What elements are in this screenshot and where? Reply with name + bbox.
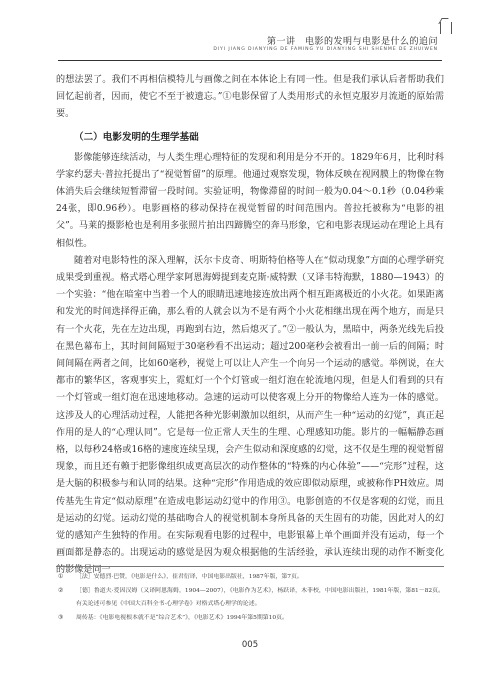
chapter-pinyin: DIYI JIANG DIANYING DE FAMING YU DIANYING SHI SHENME DE ZHUIWEN <box>213 47 438 52</box>
footnote <box>56 585 444 611</box>
header-rule <box>58 60 442 61</box>
paragraph: 的想法罢了。我们不再相信模特儿与画像之间在本体论上有同一性。但是我们承认后者帮助我们回忆起前者，因而，使它不至于被遗忘。”①电影保留了人类用形式的永恒克服岁月流逝的原始需要。 <box>56 75 444 120</box>
footnote-text: ［德］鲁道夫·爱因汉姆（又译阿恩海姆，1904—2007），《电影作为艺术》，杨跃译，木菲校，中国电影出版社，1981年版，第81－82页。有关论述可参见《中国大百科全书·心理学卷》对格式塔心理学的论述。 <box>76 588 444 607</box>
footnote-text: 周传基：《电影电视根本就不是“综合艺术”》，《电影艺术》1994年第5期第10页。 <box>76 615 288 621</box>
body-text <box>56 72 444 580</box>
paragraph: 影像能够连续活动，与人类生理心理特征的发现和利用是分不开的。1829年6月，比利时科学家约瑟夫·普拉托提出了“视觉暂留”的原理。他通过观察发现，物体反映在视网膜上的物像在物体消失后会继续短暂滞留一段时间。实验证明，物像滞留的时间一般为0.04～0.1秒（0.04秒乘24张，即0.96秒）。电影画格的移动保持在视觉暂留的时间范围内。普拉托被称为“电影的祖父”。马莱的摄影枪也是利用多张照片拍出四蹄腾空的奔马形象，它和电影表现运动在理论上具有相似性。 <box>56 152 444 249</box>
header-ornament <box>440 22 452 34</box>
section-heading: （二）电影发明的生理学基础 <box>74 131 199 143</box>
footnote-marker: ② <box>58 588 64 594</box>
chapter-title: 第一讲 电影的发明与电影是什么的追问 <box>266 37 438 47</box>
page-number: 005 <box>241 640 259 650</box>
paragraph: 随着对电影特性的深入理解，沃尔卡皮奇、明斯特伯格等人在“似动现象”方面的心理学研究成果受到重视。格式塔心理学家阿恩海姆提到麦克斯·威特默（又译韦特海默，1880—1943）的一个实验：“他在暗室中当着一个人的眼睛迅速地接连放出两个相互距离极近的小火花。如果距离和发光的时间选择得正确，那么看的人就会以为不是有两个小火花相继出现在两个地方，而是只有一个火花，先在左边出现，再跑到右边，然后熄灭了。”②一般认为，黑暗中，两条光线先后投在黑色幕布上，其时间间隔短于30毫秒看不出运动；超过200毫秒会被看出一前一后的间隔；时间间隔在两者之间，比如60毫秒，视觉上可以让人产生一个向另一个运动的感觉。举例说，在大都市的繁华区，客观事实上，霓虹灯一个个灯管或一组灯泡在轮流地闪现，但是人们看到的只有一个灯管或一组灯泡在迅速地移动。急速的运动可以使客观上分开的物像给人连为一体的感觉。这涉及人的心理活动过程，人能把各种光影刺激加以组织，从而产生一种“运动的幻觉”，真正起作用的是人的“心理认同”。它是每一位正常人天生的生理、心理感知功能。影片的一幅幅静态画格，以每秒24格或16格的速度连续呈现，会产生似动和深度感的幻觉，这不仅是生理的视觉暂留现象，而且还有赖于把影像组织成更高层次的动作整体的“特殊的内心体验”——“完形”过程，这是大脑的积极参与和认同的结果。这种“完形”作用造成的效应即似动原理，或被称作PH效应。周传基先生肯定“似动原理”在造成电影运动幻觉中的作用③。电影创造的不仅是客观的幻觉，而且是运动的幻觉。运动幻觉的基础吻合人的视觉机制本身所具备的天生固有的功能，因此对人的幻觉的感知产生独特的作用。在实际观看电影的过程中，电影银幕上单个画面并没有运动，每一个画面都是静态的。出现运动的感觉是因为观众根据他的生活经验，承认连续出现的动作不断变化的影像是同一 <box>56 255 444 576</box>
running-header <box>0 28 500 62</box>
footnotes <box>56 571 444 626</box>
footnote-rule <box>56 566 444 567</box>
footnote-marker: ③ <box>58 615 64 621</box>
footnote-text: ［法］安德烈·巴赞，《电影是什么》，崔君衍译，中国电影出版社，1987年版，第7页。 <box>76 574 303 580</box>
footnote <box>56 571 444 584</box>
footnote <box>56 612 444 625</box>
footnote-marker: ① <box>58 574 64 580</box>
